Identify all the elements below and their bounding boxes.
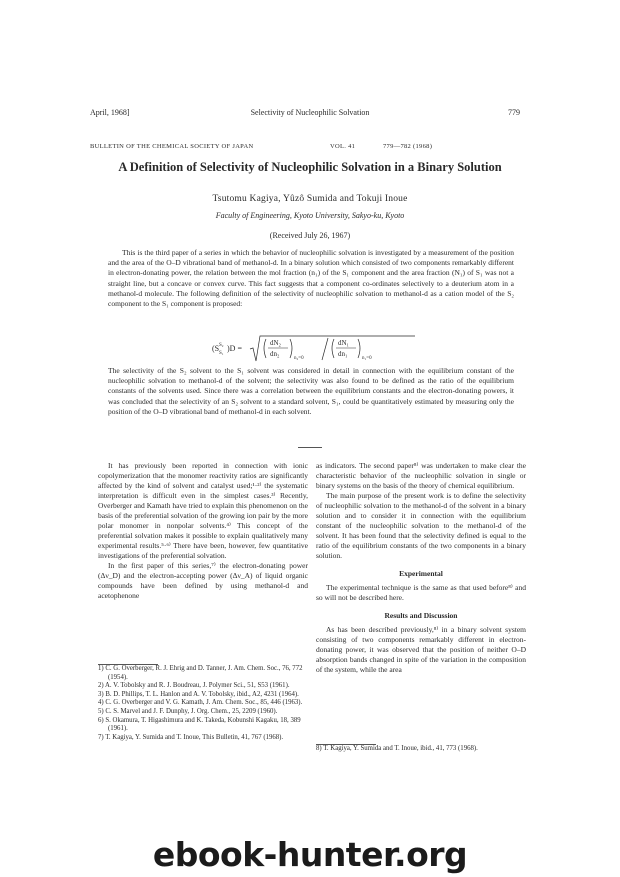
- article-title: A Definition of Selectivity of Nucleophilic Solvation in a Binary Solution: [118, 160, 502, 174]
- formula-lhs: (S: [212, 344, 220, 353]
- division-slash: [322, 338, 328, 360]
- author-list: Tsutomu Kagiya, Yûzô Sumida and Tokuji Inoue: [212, 194, 408, 204]
- paren-close-1: [290, 339, 292, 358]
- intro-paragraph-2: In the first paper of this series,⁷⁾ the electron-donating power (Δν_D) and the electron-accepting power (Δν_A) of liquid organic compounds have been defined by using methanol-d and acetophenone: [98, 561, 308, 600]
- footnote: 1) C. G. Overberger, R. J. Ehrig and D. Tanner, J. Am. Chem. Soc., 76, 772 (1954).: [98, 665, 303, 681]
- formula-den1: dn₂: [270, 350, 280, 358]
- running-header-date: April, 1968]: [90, 108, 130, 117]
- paren-open-2: [332, 339, 334, 358]
- journal-name: BULLETIN OF THE CHEMICAL SOCIETY OF JAPAN: [90, 143, 254, 150]
- right-column: [316, 461, 526, 675]
- results-paragraph: As has been described previously,⁸⁾ in a binary solvent system consisting of two components remarkably different in electron-donating power, it was observed that the position of neither O–D absorption bands changed in spite of the variation in the composition of the system, while the area: [316, 625, 526, 674]
- formula-lhs-sub: S₁: [219, 351, 224, 356]
- footnote: 7) T. Kagiya, Y. Sumida and T. Inoue, This Bulletin, 41, 767 (1968).: [98, 733, 284, 741]
- formula-cond1: n₂=0: [294, 356, 304, 361]
- journal-pages: 779—782 (1968): [383, 143, 433, 150]
- journal-volume: VOL. 41: [330, 143, 356, 150]
- intro-paragraph-3: as indicators. The second paper⁸⁾ was undertaken to make clear the characteristic behavior of the nucleophilic solvation in single or binary systems on the basis of the theory of chemical equilibrium.: [316, 461, 526, 490]
- selectivity-formula: [210, 334, 420, 364]
- footnote: 3) B. D. Phillips, T. L. Hanlon and A. V. Tobolsky, ibid., A2, 4231 (1964).: [98, 690, 299, 698]
- formula-num2: dN₁: [338, 339, 349, 347]
- intro-paragraph-4: The main purpose of the present work is to define the selectivity of nucleophilic solvation to the methanol-d of the solvent in a binary solution and to consider it in connection with the equilibrium constant of the nucleophilic solvation to the methanol-d of the solvent. It has been found that the selectivity defined is equal to the ratio of the equilibrium constants of the two components in a binary solution.: [316, 491, 526, 560]
- footnote: 8) T. Kagiya, Y. Sumida and T. Inoue, ibid., 41, 773 (1968).: [316, 745, 478, 752]
- paren-open-1: [264, 339, 266, 358]
- formula-lhs-end: )D =: [227, 344, 242, 353]
- page-number: 779: [508, 108, 520, 117]
- section-divider: [298, 447, 322, 448]
- formula-lhs-sup: S₂: [219, 343, 224, 348]
- formula-cond2: n₁=0: [362, 356, 372, 361]
- formula-den2: dn₁: [338, 350, 348, 358]
- journal-citation-line: [90, 143, 530, 150]
- results-heading: Results and Discussion: [384, 611, 458, 620]
- abstract-paragraph-2: The selectivity of the S₂ solvent to the S₁ solvent was considered in detail in connection with the equilibrium constant of the nucleophilic solvation to methanol-d of the solvent; the selectivity was also found to be defined as the ratio of the equilibrium constants of the solvents used. Since there was a correlation between the equilibrium constants and the electron-donating powers, it was concluded that the selectivity of an S₂ solvent to a standard solvent, S₁, could be quantitatively estimated by measuring only the position of the O–D vibrational band of methanol-d in each solvent.: [108, 366, 514, 416]
- paren-close-2: [358, 339, 360, 358]
- footnotes-right: [316, 744, 526, 754]
- received-date: (Received July 26, 1967): [269, 231, 351, 240]
- running-header-title: Selectivity of Nucleophilic Solvation: [250, 108, 370, 117]
- formula-num1: dN₂: [270, 339, 281, 347]
- abstract-paragraph-1: This is the third paper of a series in which the behavior of nucleophilic solvation is investigated by a measurement of the position and the area of the O–D vibrational band of methanol-d. In a binary solution which consisted of two components remarkably different in electron-donating power, the relation between the mol fraction (n₁) of the S₁ component and the area fraction (N₁) of S₁ was not a straight line, but a concave or convex curve. This fact suggests that a component co-ordinates selectively to a deuterium atom in a methanol-d molecule. The following definition of the selectivity of nucleophilic solvation to methanol-d as a cation model of the S₂ component to the S₁ component is proposed:: [108, 248, 514, 309]
- watermark-text: ebook-hunter.org: [152, 835, 468, 874]
- intro-paragraph-1: It has previously been reported in connection with ionic copolymerization that the monomer reactivity ratios are significantly affected by the kind of solvent and catalyst used;¹·²⁾ the systematic interpretation is difficult even in the simplest cases.³⁾ Recently, Overberger and Kamath have tried to explain this phenomenon on the basis of the preferential solvation of the growing ion pair by the more polar monomer in nonpolar solvents.⁴⁾ This concept of the preferential solvation makes it possible to explain qualitatively many experimental results.⁵·⁶⁾ There have been, however, few quantitative investigations of the preferential solvation.: [98, 461, 308, 560]
- affiliation: Faculty of Engineering, Kyoto University, Sakyo-ku, Kyoto: [215, 211, 405, 220]
- footnote: 5) C. S. Marvel and J. F. Dunphy, J. Org. Chem., 25, 2209 (1960).: [98, 707, 278, 715]
- footnote: 6) S. Okamura, T. Higashimura and K. Takeda, Kobunshi Kagaku, 18, 389 (1961).: [98, 716, 301, 733]
- experimental-heading: Experimental: [399, 569, 443, 578]
- left-column: [98, 461, 308, 601]
- experimental-paragraph: The experimental technique is the same as that used before⁸⁾ and so will not be described here.: [316, 583, 526, 602]
- footnote: 4) C. G. Overberger and V. G. Kamath, J. Am. Chem. Soc., 85, 446 (1963).: [98, 699, 303, 707]
- footnote: 2) A. V. Tobolsky and R. J. Boudreau, J. Polymer Sci., 51, S53 (1961).: [98, 682, 290, 690]
- footnotes-left: [98, 664, 308, 742]
